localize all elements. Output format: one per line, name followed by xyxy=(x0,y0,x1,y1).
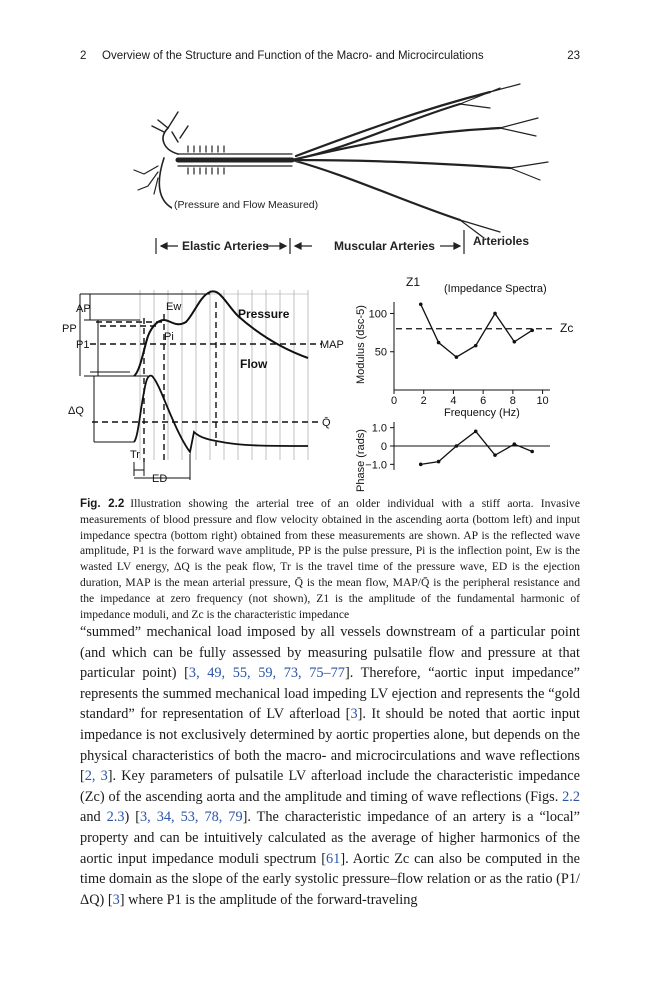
modulus-y-ticks xyxy=(369,308,394,358)
impedance-zc: Zc xyxy=(560,321,574,335)
phase-tick-label: 0 xyxy=(380,441,387,453)
modulus-point xyxy=(474,344,478,348)
phase-point xyxy=(493,453,497,457)
label-ed: ED xyxy=(152,473,168,485)
modulus-point xyxy=(419,302,423,306)
impedance-z1: Z1 xyxy=(406,275,421,289)
x-tick-label: 8 xyxy=(509,395,516,407)
coronary-branches xyxy=(134,166,158,194)
y-tick-label: 50 xyxy=(374,346,387,359)
citation-link[interactable]: 3 xyxy=(350,706,358,723)
y-tick-label: 100 xyxy=(368,308,387,321)
label-ap: AP xyxy=(76,303,91,315)
text-run: ] where P1 is the amplitude of the forward-traveling xyxy=(119,891,418,908)
label-dq: ΔQ xyxy=(68,405,84,417)
phase-points xyxy=(419,430,534,467)
phase-series-line xyxy=(421,431,532,464)
modulus-point xyxy=(513,340,517,344)
modulus-axes xyxy=(394,302,550,390)
text-run: ]. Key parameters of pulsatile LV afterload include the characteristic impedance (Zc) of the ascending aorta and the amplitude and timing of wave reflections (Figs. xyxy=(80,768,580,805)
modulus-point xyxy=(493,312,497,316)
text-run: “summed” mechanical load imposed by all vessels downstream of a particular point (and which can be fully assessed by measuring pulsatile flow and pressure at that particular point) [ xyxy=(80,624,580,682)
citation-link[interactable]: 3, 49, 55, 59, 73, 75–77 xyxy=(188,665,345,682)
phase-point xyxy=(530,450,534,454)
running-header xyxy=(80,50,580,66)
impedance-title: (Impedance Spectra) xyxy=(444,283,547,295)
modulus-point xyxy=(455,355,459,359)
flow-curve xyxy=(134,376,308,452)
impedance-panel xyxy=(355,275,573,492)
chapter-title: Overview of the Structure and Function of the Macro- and Microcirculations xyxy=(102,50,484,62)
flow-title: Flow xyxy=(240,357,268,371)
text-run: and xyxy=(80,809,107,826)
label-tr: Tr xyxy=(130,449,140,461)
muscular-artery-branches xyxy=(292,92,510,220)
x-tick-label: 2 xyxy=(420,395,427,407)
frequency-axis-label: Frequency (Hz) xyxy=(444,407,520,419)
phase-tick-label: −1.0 xyxy=(365,459,387,472)
figure-2-2 xyxy=(60,82,600,492)
citation-link[interactable]: 3 xyxy=(112,891,120,908)
text-run: ]. It should be noted that aortic input impedance is not exclusively determined by aortic properties alone, but depends on the physical characteristics of both the macro- and microcirculations and wave reflections [ xyxy=(80,706,580,785)
label-ew: Ew xyxy=(166,301,182,313)
page-number: 23 xyxy=(567,50,580,62)
figure-link[interactable]: 2.2 xyxy=(562,788,580,805)
modulus-series-line xyxy=(421,304,532,357)
modulus-axis-label: Modulus (dsc-5) xyxy=(355,305,367,384)
phase-point xyxy=(513,442,517,446)
label-p1: P1 xyxy=(76,339,90,351)
segment-elastic: Elastic Arteries xyxy=(182,239,269,253)
arterial-tree-illustration xyxy=(134,84,548,238)
modulus-point xyxy=(437,341,441,345)
x-tick-label: 0 xyxy=(390,395,398,407)
phase-axes xyxy=(394,422,550,470)
x-tick-label: 10 xyxy=(536,395,549,407)
header-left xyxy=(80,50,484,62)
paragraph xyxy=(80,622,580,910)
arteriole-branches xyxy=(460,84,548,238)
phase-point xyxy=(437,460,441,464)
text-run: ]. Aortic Zc can also be computed in the time domain as the slope of the early systolic pressure–flow relation or as the ratio (P1/ΔQ) [ xyxy=(80,850,580,908)
waveform-panel xyxy=(62,290,344,485)
phase-tick-label: 1.0 xyxy=(371,422,387,435)
x-tick-label: 4 xyxy=(450,395,457,407)
text-run: ]. The characteristic impedance of an artery is a “local” property and can be intuitively calculated as the average of higher harmonics of the aortic input impedance moduli spectrum [ xyxy=(80,809,580,867)
text-run: ]. Therefore, “aortic input impedance” represents the summed mechanical load impeding LV ejection and represents the “gold standard” for representation of LV afterload [ xyxy=(80,665,580,723)
phase-point xyxy=(474,430,478,434)
phase-point xyxy=(455,444,459,448)
label-map: MAP xyxy=(320,339,344,351)
body-paragraph xyxy=(80,622,580,910)
chapter-number: 2 xyxy=(80,50,87,62)
modulus-x-ticks xyxy=(391,390,549,407)
pressure-title: Pressure xyxy=(238,307,290,321)
label-pp: PP xyxy=(62,323,77,335)
tree-note: (Pressure and Flow Measured) xyxy=(174,199,319,211)
figure-label: Fig. 2.2 xyxy=(80,497,125,510)
x-tick-label: 6 xyxy=(480,395,487,407)
citation-link[interactable]: 2, 3 xyxy=(84,768,108,785)
phase-point xyxy=(419,463,423,467)
citation-link[interactable]: 3, 34, 53, 78, 79 xyxy=(140,809,243,826)
segment-arterioles: Arterioles xyxy=(473,234,530,248)
figure-link[interactable]: 2.3 xyxy=(106,809,125,826)
caption-text: Illustration showing the arterial tree of an older individual with a stiff aorta. Invasive measurements of blood pressure and flow velocity obtained in the ascending aorta (bottom left) and input impedance spectra (bottom right) obtained from these measurements are shown. AP is the reflected wave amplitude, P1 is the forward wave amplitude, PP is the pulse pressure, Pi is the inflection point, Ew is the wasted LV energy, ΔQ is the peak flow, Tr is the travel time of the pressure wave, ED is the ejection duration, MAP is the mean arterial pressure, Q̄ is the mean flow, MAP/Q̄ is the peripheral resistance and the impedance at zero frequency (not shown), Z1 is the amplitude of the fundamental harmonic of impedance moduli, and Zc is the characteristic impedance xyxy=(80,497,580,621)
label-pi: Pi xyxy=(164,331,174,343)
segment-muscular: Muscular Arteries xyxy=(334,239,435,253)
phase-axis-label: Phase (rads) xyxy=(355,429,367,492)
text-run: ) [ xyxy=(124,809,141,826)
figure-caption xyxy=(80,496,580,622)
label-qbar: Q̄ xyxy=(322,417,331,429)
aortic-root-branches xyxy=(152,112,188,142)
pressure-curve xyxy=(134,291,308,376)
citation-link[interactable]: 61 xyxy=(326,850,341,867)
modulus-point xyxy=(530,329,534,333)
phase-y-ticks xyxy=(365,423,394,472)
modulus-points xyxy=(419,302,534,358)
